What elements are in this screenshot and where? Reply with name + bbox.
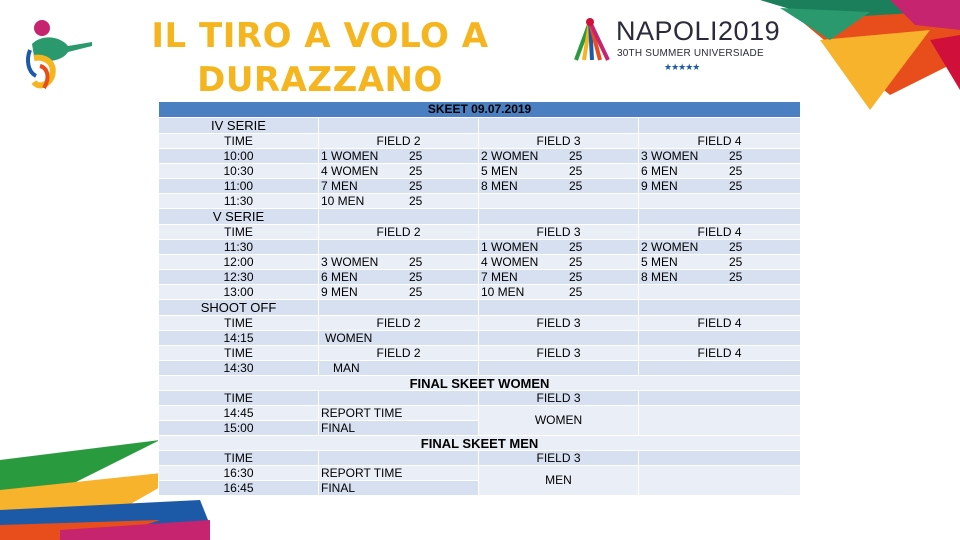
squad-cell: 6 MEN 25 [319, 270, 479, 285]
squad-cell: 7 MEN 25 [319, 179, 479, 194]
time-cell: 10:00 [159, 149, 319, 164]
col-field-2: FIELD 2 [319, 316, 479, 331]
col-field-4: FIELD 4 [639, 134, 801, 149]
squad-cell: 10 MEN 25 [319, 194, 479, 209]
time-cell: 14:45 [159, 406, 319, 421]
col-time: TIME [159, 316, 319, 331]
time-cell: 16:30 [159, 466, 319, 481]
column-header-row [159, 391, 801, 406]
squad-cell: 5 MEN 25 [479, 164, 639, 179]
universiade-emblem-icon [570, 16, 610, 64]
table-row [159, 194, 801, 209]
table-row [159, 255, 801, 270]
time-cell: 16:45 [159, 481, 319, 496]
column-header-row [159, 134, 801, 149]
table-row [159, 164, 801, 179]
schedule-header-row [159, 102, 801, 118]
col-field-4: FIELD 4 [639, 225, 801, 240]
schedule-header: SKEET 09.07.2019 [159, 102, 801, 118]
skeet-schedule-table [158, 101, 801, 496]
time-cell: 11:30 [159, 240, 319, 255]
series-label-row [159, 118, 801, 134]
col-time: TIME [159, 346, 319, 361]
table-row [159, 270, 801, 285]
table-row [159, 331, 801, 346]
col-time: TIME [159, 225, 319, 240]
time-cell: 14:30 [159, 361, 319, 376]
squad-cell: WOMEN [319, 331, 479, 346]
time-cell: 13:00 [159, 285, 319, 300]
final-title-row [159, 436, 801, 451]
series-label: SHOOT OFF [159, 300, 319, 316]
col-field-4: FIELD 4 [639, 346, 801, 361]
squad-cell: 6 MEN 25 [639, 164, 801, 179]
table-row [159, 240, 801, 255]
shooter-logo-icon [22, 16, 92, 96]
squad-cell: 1 WOMEN 25 [319, 149, 479, 164]
page-title [140, 14, 500, 102]
col-field-3: FIELD 3 [479, 451, 639, 466]
universiade-logo [568, 14, 781, 72]
time-cell: 11:00 [159, 179, 319, 194]
col-field-2: FIELD 2 [319, 225, 479, 240]
col-field-4: FIELD 4 [639, 316, 801, 331]
squad-cell: 2 WOMEN 25 [639, 240, 801, 255]
col-field-3: FIELD 3 [479, 225, 639, 240]
col-field-3: FIELD 3 [479, 391, 639, 406]
series-label: V SERIE [159, 209, 319, 225]
squad-cell: 8 MEN 25 [639, 270, 801, 285]
event-cell: FINAL [319, 421, 479, 436]
squad-cell: 8 MEN 25 [479, 179, 639, 194]
series-label-row [159, 300, 801, 316]
time-cell: 11:30 [159, 194, 319, 209]
squad-cell: 10 MEN 25 [479, 285, 639, 300]
event-cell: REPORT TIME [319, 406, 479, 421]
column-header-row [159, 346, 801, 361]
col-time: TIME [159, 451, 319, 466]
time-cell: 10:30 [159, 164, 319, 179]
squad-cell: 4 WOMEN 25 [319, 164, 479, 179]
group-cell: WOMEN [479, 406, 639, 436]
series-label: IV SERIE [159, 118, 319, 134]
event-cell: FINAL [319, 481, 479, 496]
time-cell: 14:15 [159, 331, 319, 346]
title-line-2: DURAZZANO [197, 60, 443, 100]
squad-cell: 9 MEN 25 [639, 179, 801, 194]
squad-cell: MAN [319, 361, 479, 376]
col-field-2: FIELD 2 [319, 134, 479, 149]
event-cell: REPORT TIME [319, 466, 479, 481]
squad-cell: 5 MEN 25 [639, 255, 801, 270]
column-header-row [159, 225, 801, 240]
time-cell: 15:00 [159, 421, 319, 436]
squad-cell: 2 WOMEN 25 [479, 149, 639, 164]
series-label-row [159, 209, 801, 225]
column-header-row [159, 451, 801, 466]
squad-cell: 7 MEN 25 [479, 270, 639, 285]
col-field-2: FIELD 2 [319, 346, 479, 361]
time-cell: 12:00 [159, 255, 319, 270]
universiade-stars-icon: ★★★★★ [664, 62, 700, 72]
squad-cell: 4 WOMEN 25 [479, 255, 639, 270]
group-cell: MEN [479, 466, 639, 496]
universiade-subtitle: 30TH SUMMER UNIVERSIADE [617, 48, 764, 59]
col-time: TIME [159, 134, 319, 149]
title-line-1: IL TIRO A VOLO A [151, 16, 489, 56]
table-row [159, 179, 801, 194]
col-field-3: FIELD 3 [479, 134, 639, 149]
time-cell: 12:30 [159, 270, 319, 285]
col-field-3: FIELD 3 [479, 316, 639, 331]
squad-cell: 1 WOMEN 25 [479, 240, 639, 255]
universiade-name: NAPOLI2019 [616, 16, 781, 46]
column-header-row [159, 316, 801, 331]
table-row [159, 466, 801, 481]
col-time: TIME [159, 391, 319, 406]
table-row [159, 361, 801, 376]
squad-cell: 3 WOMEN 25 [319, 255, 479, 270]
squad-cell: 9 MEN 25 [319, 285, 479, 300]
table-row [159, 285, 801, 300]
table-row [159, 149, 801, 164]
col-field-3: FIELD 3 [479, 346, 639, 361]
final-title-row [159, 376, 801, 391]
final-men-title: FINAL SKEET MEN [159, 436, 801, 451]
squad-cell: 3 WOMEN 25 [639, 149, 801, 164]
table-row [159, 406, 801, 421]
final-women-title: FINAL SKEET WOMEN [159, 376, 801, 391]
